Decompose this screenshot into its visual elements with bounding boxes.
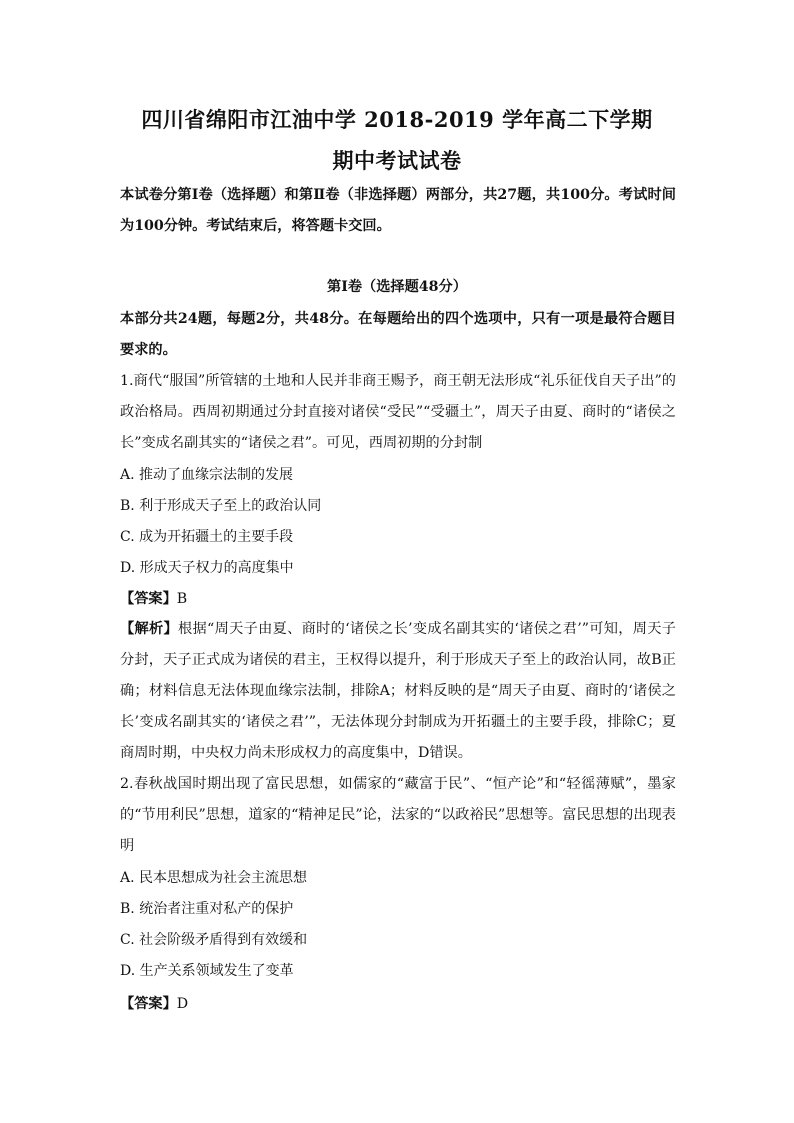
section-title: 第Ⅰ卷（选择题48分） xyxy=(327,279,467,295)
question-2-options xyxy=(120,863,676,987)
question-1-options xyxy=(120,460,676,584)
document-title-line1: 四川省绵阳市江油中学 2018-2019 学年高二下学期 xyxy=(141,107,653,132)
answer-value: D xyxy=(176,996,189,1012)
question-2-option-b: B. 统治者注重对私产的保护 xyxy=(120,901,294,917)
answer-label: 【答案】 xyxy=(120,996,177,1012)
question-1-option-c: C. 成为开拓疆土的主要手段 xyxy=(120,529,294,545)
question-2-stem: 2.春秋战国时期出现了富民思想，如儒家的“藏富于民”、“恒产论”和“轻徭薄赋”，墨家的“节用利民”思想，道家的“精神足民”论，法家的“以政裕民”思想等。富民思想的出现表明 xyxy=(120,776,676,854)
question-1-option-d: D. 形成天子权力的高度集中 xyxy=(120,560,294,576)
question-1-option-a: A. 推动了血缘宗法制的发展 xyxy=(120,467,294,483)
question-2-option-a: A. 民本思想成为社会主流思想 xyxy=(120,870,308,886)
question-1-stem: 1.商代“服国”所管辖的土地和人民并非商王赐予，商王朝无法形成“礼乐征伐自天子出”的政治格局。西周初期通过分封直接对诸侯“受民”“受疆土”，周天子由夏、商时的“诸侯之长”变成名副其实的“诸侯之君”。可见，西周初期的分封制 xyxy=(120,373,676,451)
question-2-option-d: D. 生产关系领域发生了变革 xyxy=(120,963,294,979)
exam-intro: 本试卷分第Ⅰ卷（选择题）和第Ⅱ卷（非选择题）两部分，共27题，共100分。考试时间为100分钟。考试结束后，将答题卡交回。 xyxy=(120,187,676,234)
question-1-analysis xyxy=(120,614,676,769)
answer-value: B xyxy=(176,591,188,607)
answer-label: 【答案】 xyxy=(120,591,177,607)
question-1-option-b: B. 利于形成天子至上的政治认同 xyxy=(120,498,322,514)
question-2-answer xyxy=(120,989,676,1020)
analysis-text: 根据“周天子由夏、商时的‘诸侯之长’变成名副其实的‘诸侯之君’”可知，周天子分封，天子正式成为诸侯的君主，王权得以提升，利于形成天子至上的政治认同，故B正确；材料信息无法体现血缘宗法制，排除A；材料反映的是“周天子由夏、商时的‘诸侯之长’变成名副其实的‘诸侯之君’”，无法体现分封制成为开拓疆土的主要手段，排除C；夏商周时期，中央权力尚未形成权力的高度集中，D错误。 xyxy=(120,621,676,761)
document-title-line2: 期中考试试卷 xyxy=(332,148,462,173)
question-1-answer xyxy=(120,584,676,615)
question-2-option-c: C. 社会阶级矛盾得到有效缓和 xyxy=(120,932,308,948)
analysis-label: 【解析】 xyxy=(120,621,179,637)
section-instructions: 本部分共24题，每题2分，共48分。在每题给出的四个选项中，只有一项是最符合题目要求的。 xyxy=(120,311,676,358)
